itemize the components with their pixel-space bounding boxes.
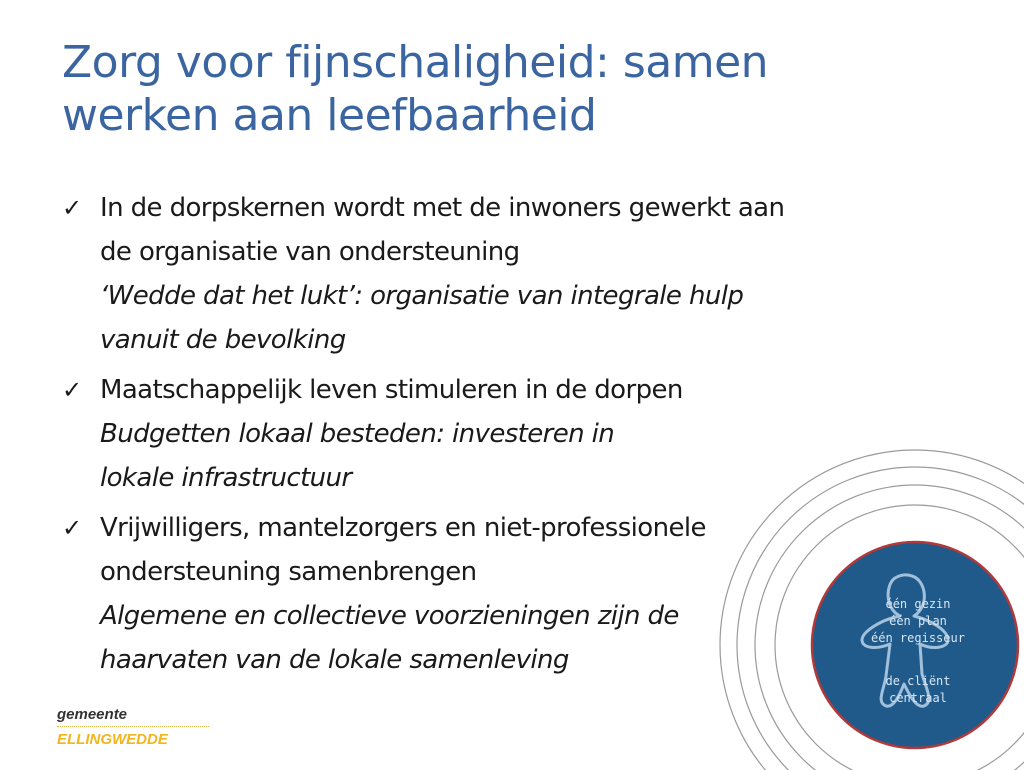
bullet-italic-text: Algemene en collectieve voorzieningen zijn de	[100, 601, 679, 631]
emblem-text: de cliënt	[885, 674, 951, 688]
bullet-text: Maatschappelijk leven stimuleren in de dorpen	[100, 375, 683, 405]
bullet-italic-text: vanuit de bevolking	[100, 325, 346, 355]
bullet-text: Vrijwilligers, mantelzorgers en niet-professionele	[100, 513, 706, 543]
bullet-text: ondersteuning samenbrengen	[100, 557, 477, 587]
bullet-italic-text: ‘Wedde dat het lukt’: organisatie van integrale hulp	[100, 281, 744, 311]
bullet-italic-text: haarvaten van de lokale samenleving	[100, 645, 569, 675]
logo-top-text: gemeente	[57, 706, 128, 723]
check-icon: ✓	[62, 194, 82, 222]
check-icon: ✓	[62, 514, 82, 542]
municipality-logo	[57, 706, 217, 756]
emblem-text: centraal	[889, 691, 947, 705]
title-line-2: werken aan leefbaarheid	[62, 90, 597, 141]
bullet-text: In de dorpskernen wordt met de inwoners gewerkt aan	[100, 193, 785, 223]
emblem-circle	[812, 542, 1018, 748]
bullet-italic-text: Budgetten lokaal besteden: investeren in	[100, 419, 615, 449]
bullet-text: de organisatie van ondersteuning	[100, 237, 520, 267]
emblem-text: één regisseur	[871, 631, 965, 645]
bullet-item-1	[62, 186, 942, 362]
title-line-1: Zorg voor fijnschaligheid: samen	[62, 37, 769, 88]
check-icon: ✓	[62, 376, 82, 404]
slide-title	[62, 36, 962, 142]
bullet-italic-text: lokale infrastructuur	[100, 463, 352, 493]
logo-name-text: ELLINGWEDDE	[57, 731, 168, 748]
concentric-rings-emblem	[690, 440, 1024, 770]
logo-divider	[57, 726, 209, 727]
emblem-text: één gezin	[885, 597, 951, 611]
emblem-text: één plan	[889, 614, 947, 628]
